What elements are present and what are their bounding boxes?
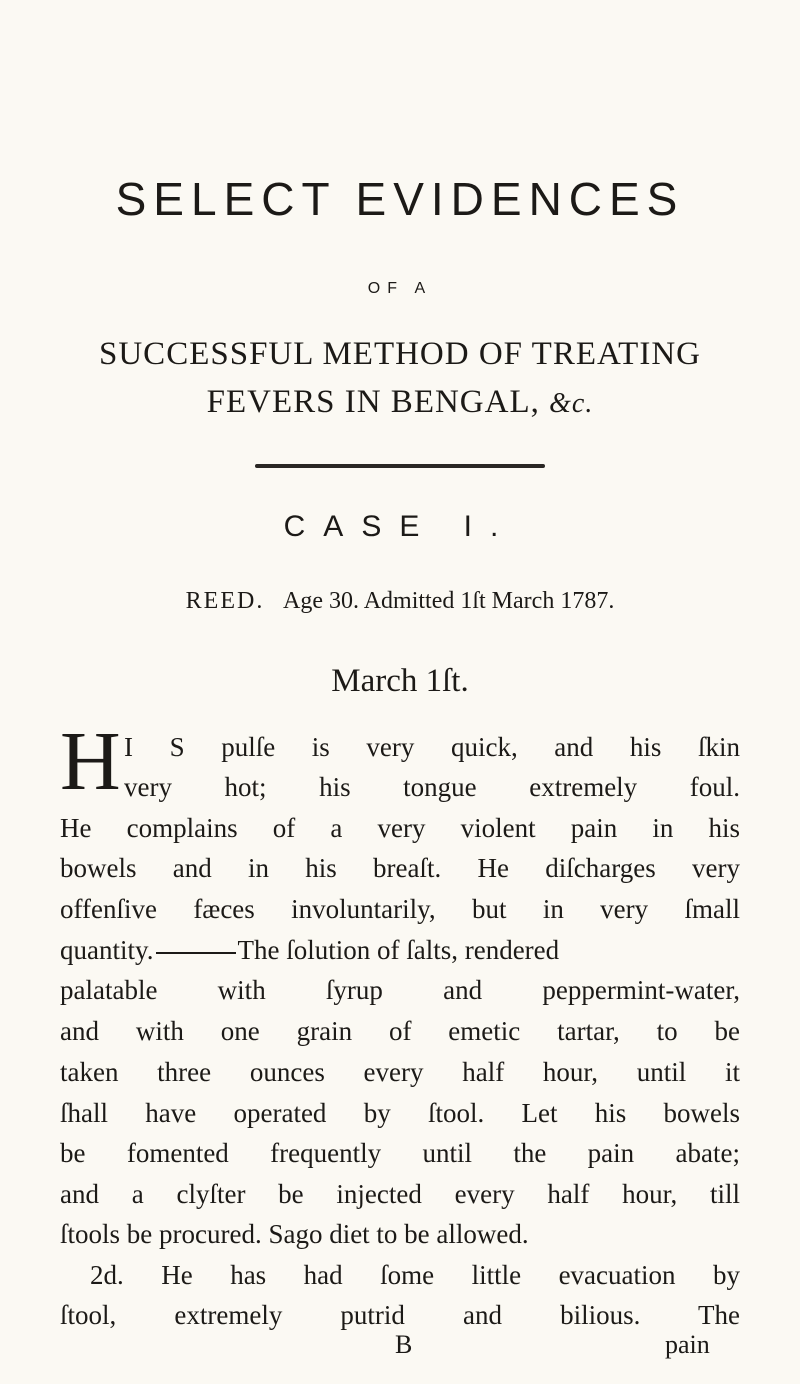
subtitle-line-2 [0,384,800,421]
text-line: ſtool, extremely putrid and bilious. The [60,1300,740,1330]
patient-name: REED. [185,588,265,614]
text-fragment: The ſolution of ſalts, rendered [237,935,560,965]
text-line: bowels and in his breaſt. He diſcharges very [60,853,740,883]
text-line: 2d. He has had ſome little evacuation by [90,1260,740,1290]
drop-cap: H [60,715,121,808]
page-title: SELECT EVIDENCES [115,173,685,225]
text-line: palatable with ſyrup and peppermint-water, [60,975,740,1005]
patient-line [0,588,800,615]
text-line: taken three ounces every half hour, until it [60,1057,740,1087]
signature-mark: B [395,1330,413,1359]
subtitle-line-1: SUCCESSFUL METHOD OF TREATING [99,336,701,372]
text-line: be fomented frequently until the pain abate; [60,1138,740,1168]
em-rule [156,952,236,954]
date-heading: March 1ſt. [331,663,469,699]
text-line [60,930,740,970]
text-line: ſhall have operated by ſtool. Let his bowels [60,1098,740,1128]
title-connector: OF A [367,280,433,297]
text-line: I S pulſe is very quick, and his ſkin [124,732,740,762]
text-fragment: quantity. [60,935,154,965]
text-line: very hot; his tongue extremely foul. [124,772,740,802]
text-line: offenſive fæces involuntarily, but in very ſmall [60,894,740,924]
text-line: and a clyſter be injected every half hour, till [60,1179,740,1209]
text-line: ſtools be procured. Sago diet to be allowed. [60,1219,529,1249]
case-heading: CASE I. [283,510,517,543]
ornamental-rule [255,464,545,468]
text-line: He complains of a very violent pain in his [60,813,740,843]
catchword: pain [665,1330,710,1359]
subtitle-etc: &c. [549,388,594,419]
text-line: and with one grain of emetic tartar, to be [60,1016,740,1046]
subtitle-line-2-text: FEVERS IN BENGAL, [206,384,540,420]
patient-info: Age 30. Admitted 1ſt March 1787. [283,588,615,614]
